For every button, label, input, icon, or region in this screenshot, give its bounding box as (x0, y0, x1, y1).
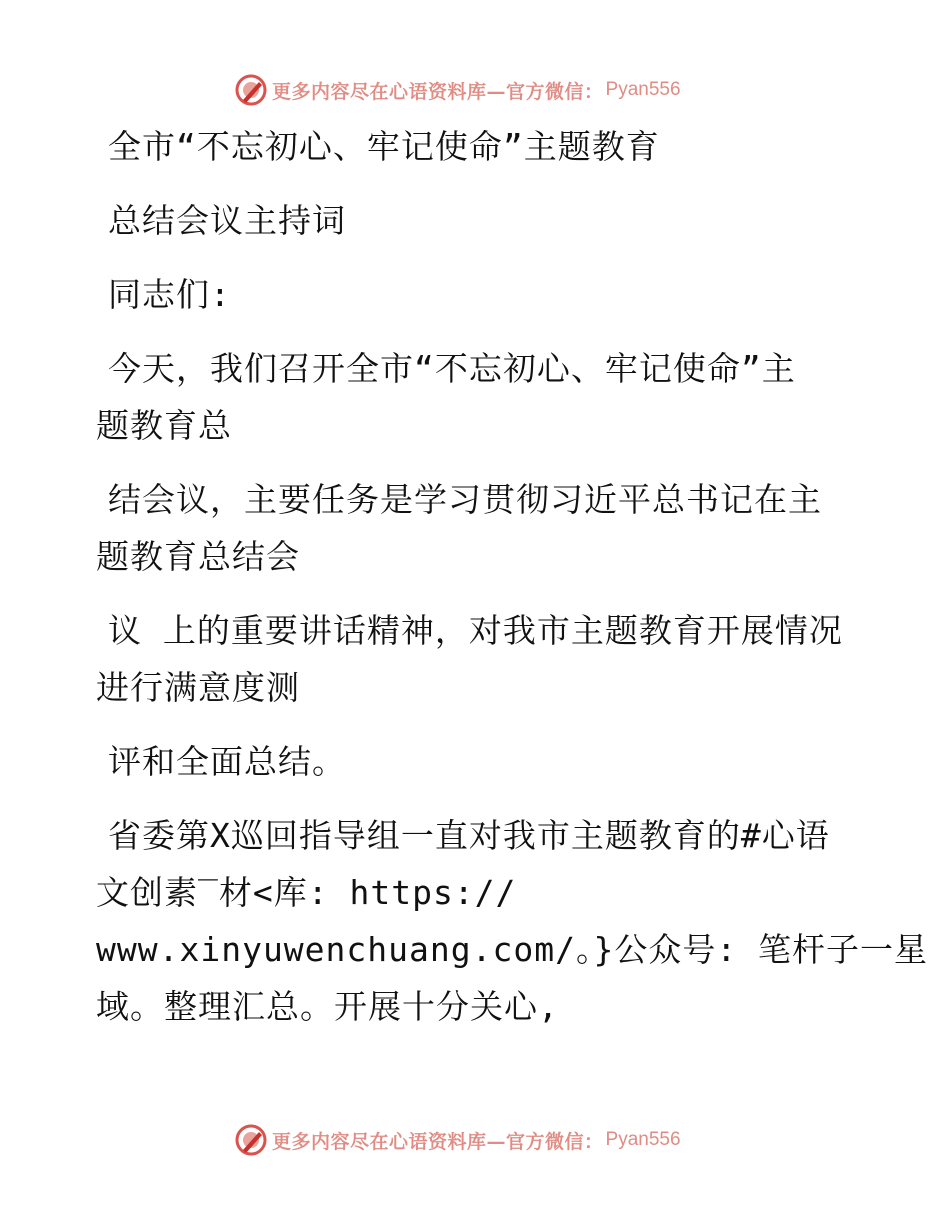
paragraph-1-line-2: 题教育总 (96, 406, 232, 445)
banner-text: 更多内容尽在心语资料库—官方微信： (272, 1130, 604, 1153)
footer-banner (234, 1122, 681, 1158)
paragraph-5-line-3: www.xinyuwenchuang.com/。}公众号: 笔杆子一星 (96, 930, 929, 969)
title-line-2: 总结会议主持词 (108, 201, 346, 240)
header-banner (234, 72, 681, 108)
paragraph-3-line-1: 议 上的重要讲话精神，对我市主题教育开展情况 (108, 611, 843, 650)
paragraph-3-line-2: 进行满意度测 (96, 668, 300, 707)
document-body (96, 118, 929, 1035)
pen-logo-icon (234, 73, 268, 107)
paragraph-2-line-2: 题教育总结会 (96, 537, 300, 576)
banner-text: 更多内容尽在心语资料库—官方微信： (272, 80, 604, 103)
banner-wechat-id: Pyan556 (605, 79, 681, 100)
banner-wechat-id: Pyan556 (605, 1129, 681, 1150)
paragraph-1-line-1: 今天，我们召开全市“不忘初心、牢记使命”主 (108, 349, 796, 388)
paragraph-4-line-1: 评和全面总结。 (108, 742, 346, 781)
paragraph-2-line-1: 结会议，主要任务是学习贯彻习近平总书记在主 (108, 480, 822, 519)
paragraph-5-line-4: 域。整理汇总。开展十分关心, (96, 987, 559, 1026)
title-line-1: 全市“不忘初心、牢记使命”主题教育 (108, 127, 660, 166)
paragraph-5-line-2: 文创素‾材<库: https:// (96, 873, 517, 912)
paragraph-5-line-1: 省委第X巡回指导组一直对我市主题教育的#心语 (108, 816, 830, 855)
greeting: 同志们: (108, 275, 231, 314)
pen-logo-icon (234, 1123, 268, 1157)
